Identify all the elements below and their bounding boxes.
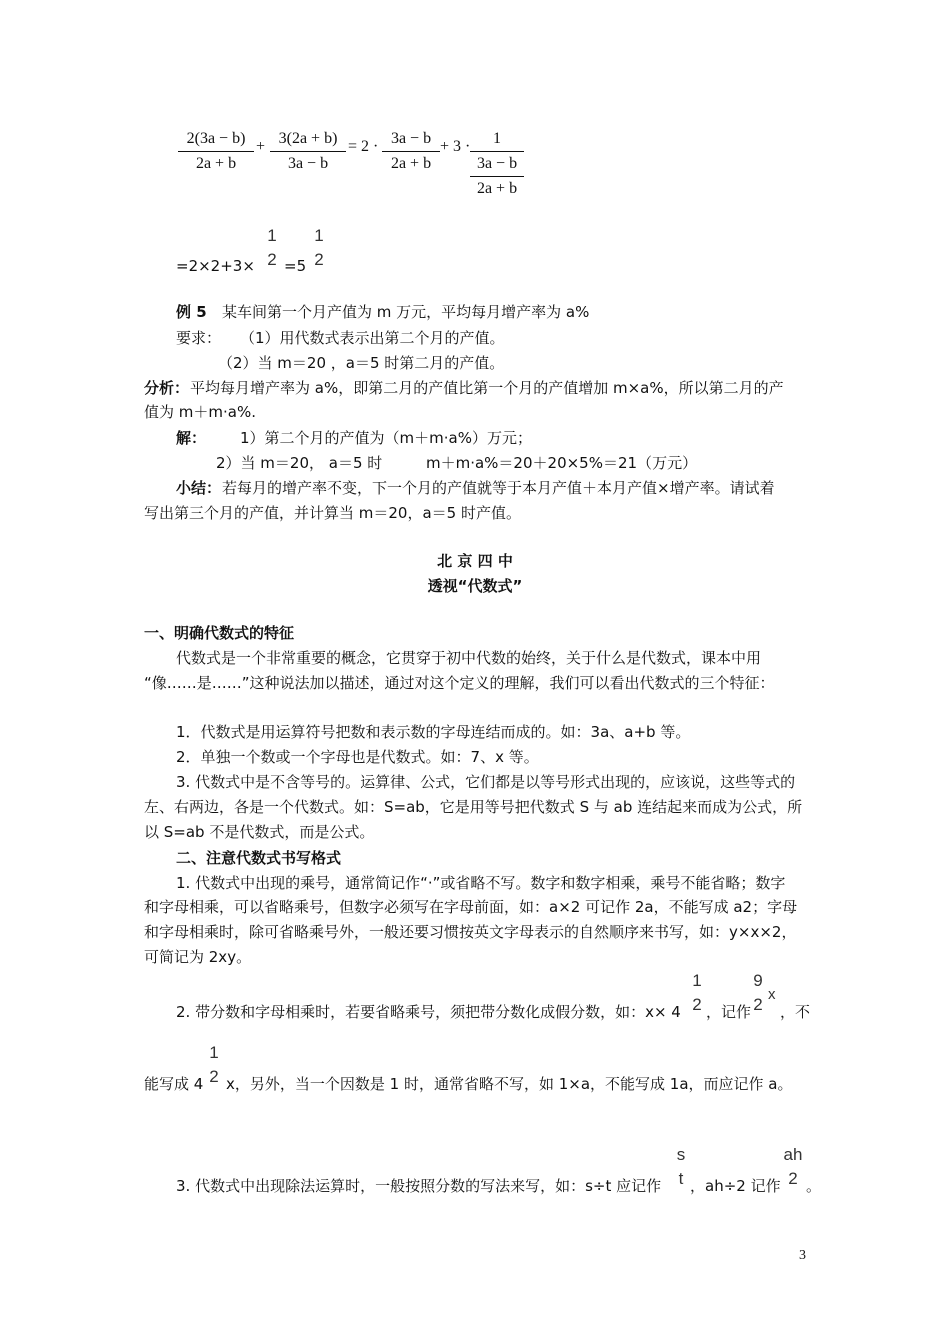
variable-x: x xyxy=(768,986,776,1003)
analysis-label: 分析： xyxy=(144,379,190,397)
formula-2-prefix: =2×2+3× xyxy=(176,257,255,275)
fraction-one-half: 1 2 xyxy=(692,971,702,1014)
rule-2-mid: ，记作 xyxy=(706,1003,752,1021)
summary-line-2: 写出第三个月的产值，并计算当 m＝20，a＝5 时产值。 xyxy=(144,504,521,522)
formula-2-mid: =5 xyxy=(284,257,307,275)
complex-fraction xyxy=(470,128,524,200)
rule-3-end: 。 xyxy=(806,1177,822,1195)
half-fraction: 1 2 xyxy=(267,226,277,269)
analysis-line-1: 平均每月增产率为 a%，即第二月的产值比第一个月的产值增加 m×a%，所以第二月的产 xyxy=(190,379,784,397)
solution-2b: m＋m·a%＝20＋20×5%＝21（万元） xyxy=(426,454,698,472)
page-number: 3 xyxy=(799,1248,806,1263)
example-text: 某车间第一个月产值为 m 万元，平均每月增产率为 a% xyxy=(222,303,590,321)
school-name: 北 京 四 中 xyxy=(437,552,513,570)
denominator: 2a + b xyxy=(195,155,237,172)
fraction-nine-half: 9 2 xyxy=(753,971,763,1014)
rule-2-line-2-prefix: 能写成 4 xyxy=(144,1075,204,1093)
summary-line-1: 若每月的增产率不变，下一个月的产值就等于本月产值＋本月产值×增产率。请试着 xyxy=(222,479,775,497)
article-title: 透视“代数式” xyxy=(427,577,523,595)
rule-2-end: ，不 xyxy=(780,1003,811,1021)
half-fraction-2: 1 2 xyxy=(314,226,324,269)
numerator: 3(2a + b) xyxy=(278,130,338,147)
solution-2a: 2）当 m＝20， a＝5 时 xyxy=(216,454,383,472)
rule-1-line: 和字母相乘，可以省略乘号，但数字必须写在字母前面，如：a×2 可记作 2a，不能写成 a2；字母 xyxy=(144,898,798,916)
inner-numerator: 3a − b xyxy=(476,155,518,172)
rule-1-line: 可简记为 2xy。 xyxy=(144,948,252,966)
feature-item-3-cont: 左、右两边，各是一个代数式。如：S=ab，它是用等号把代数式 S 与 ab 连结起来而成为公式，所 xyxy=(144,798,803,816)
requirement-label: 要求： xyxy=(176,329,222,347)
rule-3-mid: ，ah÷2 记作 xyxy=(690,1177,781,1195)
rule-1-line: 1. 代数式中出现的乘号，通常简记作“·”或省略不写。数字和数字相乘，乘号不能省略；数字 xyxy=(176,874,786,892)
feature-item-3: 3. 代数式中是不含等号的。运算律、公式，它们都是以等号形式出现的，应该说，这些等式的 xyxy=(176,773,796,791)
feature-item-3-cont: 以 S=ab 不是代数式，而是公式。 xyxy=(144,823,375,841)
requirement-1: （1）用代数式表示出第二个月的产值。 xyxy=(240,329,505,347)
fraction-3 xyxy=(382,128,440,175)
numerator: 1 xyxy=(493,130,501,147)
paragraph-line: 代数式是一个非常重要的概念，它贯穿于初中代数的始终，关于什么是代数式，课本中用 xyxy=(176,649,762,667)
equals-sign: = 2 · xyxy=(348,138,379,155)
paragraph-line: “像……是……”这种说法加以描述，通过对这个定义的理解，我们可以看出代数式的三个特征： xyxy=(144,674,775,692)
feature-item-1: 1．代数式是用运算符号把数和表示数的字母连结而成的。如：3a、a+b 等。 xyxy=(176,723,691,741)
fraction-2 xyxy=(270,128,346,175)
fraction-ah-over-2: ah 2 xyxy=(783,1145,803,1188)
rule-1-line: 和字母相乘时，除可省略乘号外，一般还要习惯按英文字母表示的自然顺序来书写，如：y×x×2， xyxy=(144,923,797,941)
solution-label: 解： xyxy=(176,429,207,447)
example-label: 例 5 xyxy=(176,303,207,321)
denominator: 2a + b xyxy=(390,155,432,172)
plus-three: + 3 · xyxy=(440,138,471,155)
inner-denominator: 2a + b xyxy=(476,180,518,197)
rule-2-line-2: x，另外，当一个因数是 1 时，通常省略不写，如 1×a，不能写成 1a，而应记作 a。 xyxy=(226,1075,793,1093)
plus-sign: + xyxy=(256,138,266,155)
feature-item-2: 2．单独一个数或一个字母也是代数式。如：7、x 等。 xyxy=(176,748,539,766)
fraction-1 xyxy=(178,128,254,175)
rule-3-line: 3. 代数式中出现除法运算时，一般按照分数的写法来写，如：s÷t 应记作 xyxy=(176,1177,662,1195)
section-1-heading: 一、明确代数式的特征 xyxy=(144,624,295,642)
fraction-s-over-t: s t xyxy=(676,1145,686,1188)
summary-label: 小结： xyxy=(176,479,222,497)
denominator: 3a − b xyxy=(287,155,329,172)
numerator: 2(3a − b) xyxy=(186,130,246,147)
analysis-line-2: 值为 m＋m·a%. xyxy=(144,403,256,421)
fraction-one-half: 1 2 xyxy=(209,1043,219,1086)
requirement-2: （2）当 m＝20 ，a＝5 时第二月的产值。 xyxy=(218,354,505,372)
numerator: 3a − b xyxy=(390,130,432,147)
rule-2-line: 2. 带分数和字母相乘时，若要省略乘号，须把带分数化成假分数，如：x× 4 xyxy=(176,1003,681,1021)
section-2-heading: 二、注意代数式书写格式 xyxy=(176,849,342,867)
solution-1: 1）第二个月的产值为（m＋m·a%）万元； xyxy=(240,429,532,447)
